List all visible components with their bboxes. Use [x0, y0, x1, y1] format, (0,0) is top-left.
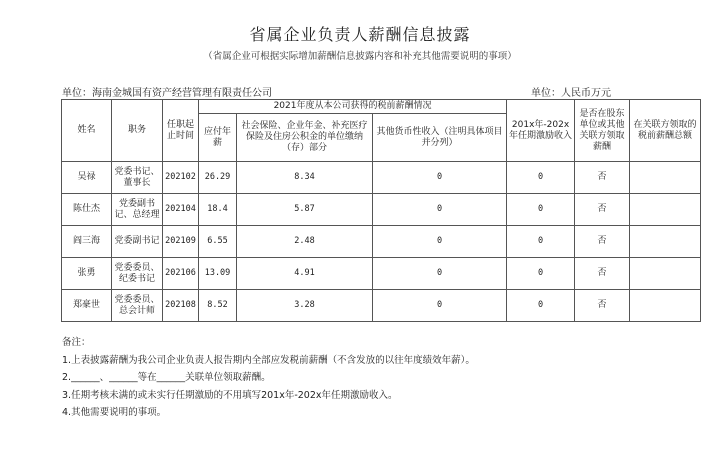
cell-social-insurance: 4.91 — [237, 258, 373, 290]
cell-annual-salary: 18.4 — [199, 194, 237, 226]
header-position: 职务 — [112, 100, 163, 162]
cell-shareholder-pay: 否 — [575, 162, 630, 194]
cell-term-incentive: 0 — [507, 290, 575, 322]
cell-social-insurance: 2.48 — [237, 226, 373, 258]
cell-start-time: 202104 — [163, 194, 199, 226]
cell-position: 党委副书记、总经理 — [112, 194, 163, 226]
table-row — [62, 226, 701, 258]
cell-term-incentive: 0 — [507, 162, 575, 194]
page-title: 省属企业负责人薪酬信息披露 — [249, 25, 471, 44]
cell-start-time: 202106 — [163, 258, 199, 290]
note-1: 1.上表披露薪酬为我公司企业负责人报告期内全部应发税前薪酬（不含发放的以往年度绩效年薪）。 — [62, 354, 475, 366]
cell-other-income: 0 — [373, 194, 507, 226]
cell-position: 党委书记、董事长 — [112, 162, 163, 194]
header-group-salary: 2021年度从本公司获得的税前薪酬情况 — [199, 100, 507, 114]
header-annual-salary: 应付年薪 — [199, 114, 237, 162]
header-related-pay: 在关联方领取的税前薪酬总额 — [630, 100, 701, 162]
note-2: 2.______、______等在______关联单位领取薪酬。 — [62, 372, 271, 383]
cell-start-time: 202102 — [163, 162, 199, 194]
cell-term-incentive: 0 — [507, 194, 575, 226]
cell-name: 张勇 — [62, 258, 112, 290]
table-row — [62, 290, 701, 322]
currency-unit-label: 单位：人民币万元 — [531, 88, 611, 99]
company-label: 单位：海南金城国有资产经营管理有限责任公司 — [62, 88, 272, 99]
cell-other-income: 0 — [373, 258, 507, 290]
header-start-time: 任职起止时间 — [163, 100, 199, 162]
cell-other-income: 0 — [373, 290, 507, 322]
cell-term-incentive: 0 — [507, 258, 575, 290]
note-4: 4.其他需要说明的事项。 — [62, 407, 167, 418]
cell-social-insurance: 8.34 — [237, 162, 373, 194]
cell-other-income: 0 — [373, 162, 507, 194]
cell-annual-salary: 8.52 — [199, 290, 237, 322]
cell-term-incentive: 0 — [507, 226, 575, 258]
cell-shareholder-pay: 否 — [575, 226, 630, 258]
header-term-incentive: 201x年-202x年任期激励收入 — [507, 100, 575, 162]
cell-name: 郑豪世 — [62, 290, 112, 322]
cell-start-time: 202109 — [163, 226, 199, 258]
note-heading: 备注： — [62, 337, 91, 348]
cell-related-pay — [630, 258, 701, 290]
cell-related-pay — [630, 290, 701, 322]
cell-annual-salary: 13.09 — [199, 258, 237, 290]
table-row — [62, 194, 701, 226]
cell-related-pay — [630, 194, 701, 226]
cell-other-income: 0 — [373, 226, 507, 258]
cell-social-insurance: 5.87 — [237, 194, 373, 226]
header-social-insurance: 社会保险、企业年金、补充医疗保险及住房公积金的单位缴纳（存）部分 — [237, 114, 373, 162]
cell-related-pay — [630, 162, 701, 194]
cell-start-time: 202108 — [163, 290, 199, 322]
header-shareholder-pay: 是否在股东单位或其他关联方领取薪酬 — [575, 100, 630, 162]
cell-related-pay — [630, 226, 701, 258]
table-row — [62, 162, 701, 194]
cell-social-insurance: 3.28 — [237, 290, 373, 322]
cell-annual-salary: 26.29 — [199, 162, 237, 194]
cell-position: 党委副书记 — [112, 226, 163, 258]
cell-name: 陈仕杰 — [62, 194, 112, 226]
cell-shareholder-pay: 否 — [575, 258, 630, 290]
header-name: 姓名 — [62, 100, 112, 162]
cell-annual-salary: 6.55 — [199, 226, 237, 258]
salary-table — [61, 99, 701, 322]
cell-position: 党委委员、总会计师 — [112, 290, 163, 322]
cell-name: 阎三海 — [62, 226, 112, 258]
cell-name: 吴禄 — [62, 162, 112, 194]
cell-shareholder-pay: 否 — [575, 194, 630, 226]
table-body — [62, 162, 701, 322]
table-row — [62, 258, 701, 290]
notes-section — [62, 334, 475, 422]
note-3: 3.任期考核未满的或未实行任期激励的不用填写201x年-202x年任期激励收入。 — [62, 389, 398, 401]
cell-position: 党委委员、纪委书记 — [112, 258, 163, 290]
cell-shareholder-pay: 否 — [575, 290, 630, 322]
header-other-income: 其他货币性收入（注明具体项目并分列） — [373, 114, 507, 162]
page-subtitle: （省属企业可根据实际增加薪酬信息披露内容和补充其他需要说明的事项） — [203, 51, 517, 62]
